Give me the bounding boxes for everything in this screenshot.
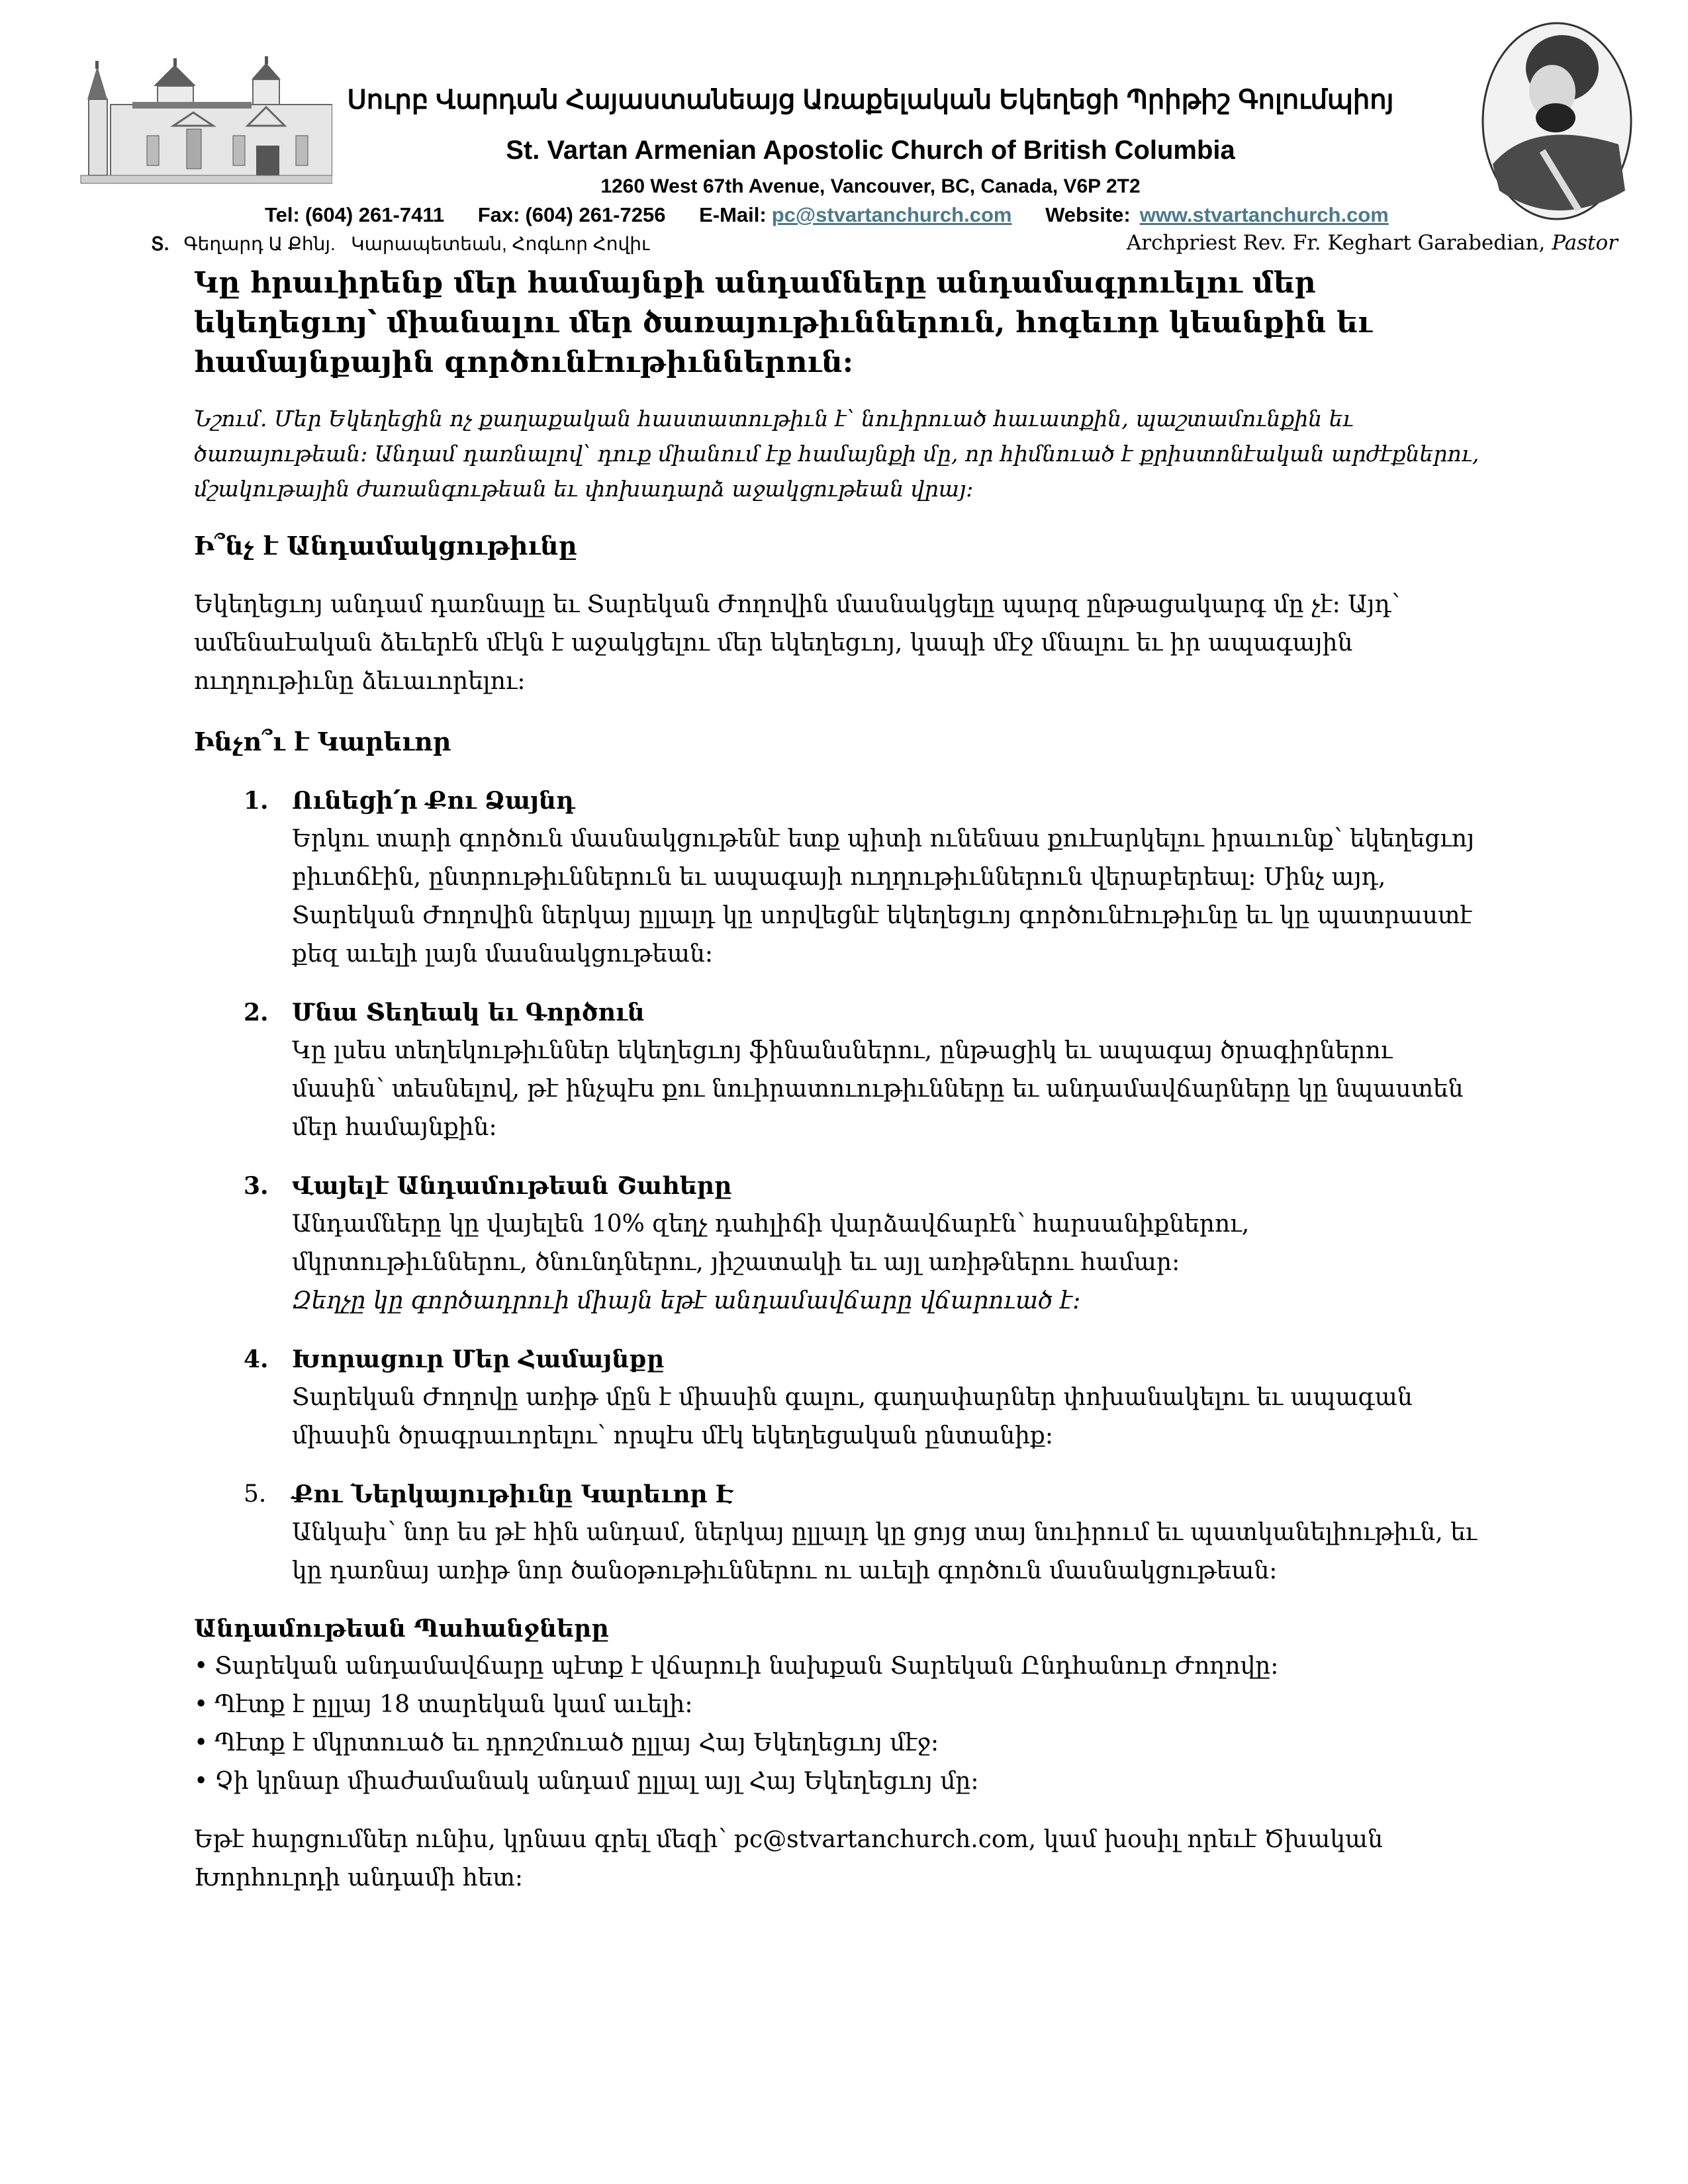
section-what-text: Եկեղեցւոյ անդամ դառնալը եւ Տարեկան Ժողովին մասնակցելը պարզ ընթացակարգ մը չէ: Այդ՝ ամենաէական ձեւերէն մէկն է աջակցելու մեր եկեղեցւոյ, կապի մէջ մնալու եւ իր ապագային ուղղութիւնը ձեւաւորելու: xyxy=(194,591,1400,695)
church-address: 1260 West 67th Avenue, Vancouver, BC, Canada, V6P 2T2 xyxy=(600,175,1141,197)
item-text: Անդամները կը վայելեն 10% զեղչ դահլիճի վարձավճարէն՝ հարսանիքներու, մկրտութիւններու, ծնունդներու, յիշատակի եւ այլ առիթներու համար: xyxy=(292,1210,1250,1276)
item-title: Մնա Տեղեակ եւ Գործուն xyxy=(292,999,645,1026)
item-note: Զեղչը կը գործադրուի միայն եթէ անդամավճարը վճարուած է: xyxy=(292,1287,1081,1314)
tel-label: Tel: xyxy=(265,203,300,226)
requirements-list xyxy=(194,1647,1491,1801)
document-body xyxy=(194,263,1491,1919)
website-label: Website: xyxy=(1045,203,1131,226)
item-text: Կը լսես տեղեկութիւններ եկեղեցւոյ ֆինանսներու, ընթացիկ եւ ապագայ ծրագիրներու մասին՝ տեսնելով, թէ ինչպէս քու նուիրատուութիւնները եւ անդամավճարները կը նպաստեն մեր համայնքին: xyxy=(292,1037,1464,1141)
website xyxy=(1045,203,1389,226)
requirement-item xyxy=(194,1724,1491,1762)
bullet-icon: • xyxy=(194,1691,209,1718)
note-paragraph: Նշում. Մեր Եկեղեցին ոչ քաղաքական հաստատութիւն է՝ նուիրուած հաւատքին, պաշտամունքին եւ ծառայութեան: Անդամ դառնալով՝ դուք միանում էք համայնքի մը, որ հիմնուած է քրիստոնէական արժէքներու, մշակութային ժառանգութեան եւ փոխադարձ աջակցութեան վրայ: xyxy=(194,406,1479,502)
list-item xyxy=(244,1475,1491,1590)
requirement-text: Չի կրնար միաժամանակ անդամ ըլլալ այլ Հայ Եկեղեցւոյ մը: xyxy=(214,1768,979,1795)
clergy-armenian-text: Գեղարդ Ա Քհնյ. Կարապետեան, Հոգևոր Հովիւ xyxy=(183,234,650,254)
fax-value: (604) 261-7256 xyxy=(525,203,666,226)
list-item xyxy=(244,1340,1491,1455)
list-item xyxy=(244,782,1491,974)
pastor-name: Archpriest Rev. Fr. Keghart Garabedian, xyxy=(1126,231,1546,255)
bullet-icon: • xyxy=(194,1653,209,1680)
item-title: Վայելէ Անդամութեան Շահերը xyxy=(292,1172,732,1200)
fax-label: Fax: xyxy=(477,203,520,226)
fax xyxy=(478,203,666,226)
requirements-title: Անդամութեան Պահանջները xyxy=(194,1615,609,1643)
benefits-list xyxy=(244,782,1491,1590)
contact-line xyxy=(265,203,1417,227)
list-item xyxy=(244,993,1491,1147)
church-name-english: St. Vartan Armenian Apostolic Church of British Columbia xyxy=(506,136,1235,165)
website-link[interactable]: www.stvartanchurch.com xyxy=(1139,203,1389,226)
tel-value: (604) 261-7411 xyxy=(305,203,445,226)
email-label: E-Mail: xyxy=(699,203,767,226)
section-what-title: Ի՞նչ է Անդամակցութիւնը xyxy=(194,531,577,561)
section-why-title: Ինչո՞ւ է Կարեւոր xyxy=(194,727,451,756)
invitation-heading: Կը հրաւիրենք մեր համայնքի անդամները անդամագրուելու մեր եկեղեցւոյ՝ միանալու մեր ծառայութիւններուն, հոգեւոր կեանքին եւ համայնքային գործունէութիւններուն: xyxy=(194,266,1372,379)
closing-paragraph: Եթէ հարցումներ ունիս, կրնաս գրել մեզի՝ pc@stvartanchurch.com, կամ խօսիլ որեւէ Ծխական Խորհուրդի անդամի հետ: xyxy=(194,1826,1383,1891)
item-number: 1. xyxy=(244,787,269,815)
item-number: 2. xyxy=(244,999,269,1026)
item-title: Խորացուր Մեր Համայնքը xyxy=(292,1345,665,1373)
email xyxy=(699,203,1011,226)
bullet-icon: • xyxy=(194,1729,209,1756)
pastor-name-armenian xyxy=(151,233,649,255)
requirement-item xyxy=(194,1762,1491,1801)
item-number: 5. xyxy=(244,1480,267,1508)
item-text: Տարեկան Ժողովը առիթ մըն է միասին գալու, գաղափարներ փոխանակելու եւ ապագան միասին ծրագրաւորելու՝ որպէս մէկ եկեղեցական ընտանիք: xyxy=(292,1384,1413,1449)
clergy-prefix: Տ. xyxy=(151,234,169,254)
item-number: 3. xyxy=(244,1172,269,1200)
list-item xyxy=(244,1167,1491,1320)
requirement-text: Պէտք է ըլլայ 18 տարեկան կամ աւելի: xyxy=(214,1691,693,1718)
church-name-armenian: Սուրբ Վարդան Հայաստանեայց Առաքելական Եկեղեցի Պրիթիշ Գոլումպիոյ xyxy=(347,85,1394,114)
requirement-item xyxy=(194,1686,1491,1724)
church-logo xyxy=(74,53,332,192)
item-title: Ունեցի՛ր Քու Ձայնդ xyxy=(292,787,575,815)
item-text: Երկու տարի գործուն մասնակցութենէ ետք պիտի ունենաս քուէարկելու իրաւունք՝ եկեղեցւոյ բիւտճէին, ընտրութիւններուն եւ ապագայի ուղղութիւններուն վերաբերեալ: Մինչ այդ, Տարեկան Ժողովին ներկայ ըլլալդ կը սորվեցնէ եկեղեցւոյ գործունէութիւնը եւ կը պատրաստէ քեզ աւելի լայն մասնակցութեան: xyxy=(292,825,1475,968)
item-text: Անկախ՝ նոր ես թէ հին անդամ, ներկայ ըլլալդ կը ցոյց տայ նուիրում եւ պատկանելիութիւն, եւ կը դառնայ առիթ նոր ծանօթութիւններու ու աւելի գործուն մասնակցութեան: xyxy=(292,1519,1477,1584)
church-building-icon xyxy=(74,53,332,192)
item-number: 4. xyxy=(244,1345,269,1373)
requirement-text: Պէտք է մկրտուած եւ դրոշմուած ըլլայ Հայ Եկեղեցւոյ մէջ: xyxy=(214,1729,939,1756)
requirement-item xyxy=(194,1647,1491,1686)
pastor-title: Pastor xyxy=(1552,231,1618,255)
telephone xyxy=(265,203,444,226)
requirement-text: Տարեկան անդամավճարը պէտք է վճարուի նախքան Տարեկան Ընդհանուր Ժողովը: xyxy=(214,1653,1279,1680)
bullet-icon: • xyxy=(194,1768,209,1795)
item-title: Քու Ներկայութիւնը Կարեւոր Է xyxy=(292,1480,733,1508)
email-link[interactable]: pc@stvartanchurch.com xyxy=(771,203,1012,226)
pastor-name-english xyxy=(1127,231,1618,255)
